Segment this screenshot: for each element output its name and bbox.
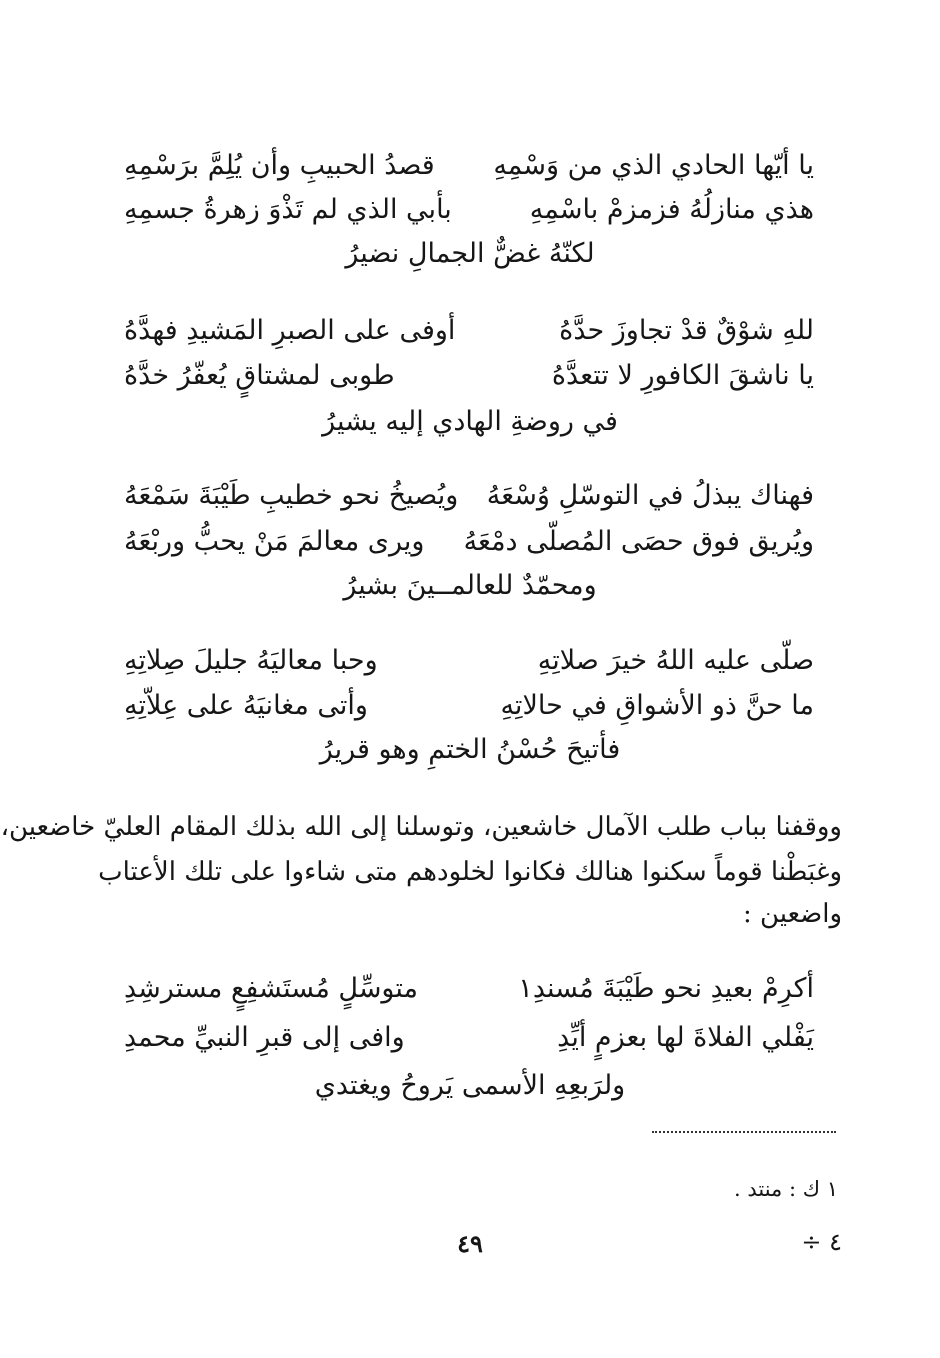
first-hemistich: هذي منازلُهُ فزمزمْ باسْمِهِ: [529, 194, 814, 225]
prose-line: واضعين :: [742, 899, 842, 929]
refrain-line: [0, 234, 940, 274]
refrain-line: [0, 566, 940, 606]
verse-line: [124, 641, 814, 681]
second-hemistich: وافى إلى قبرِ النبيِّ محمدِ: [124, 1022, 405, 1053]
second-hemistich: بأبي الذي لم تَذْوَ زهرةُ جسمِهِ: [124, 194, 452, 225]
first-hemistich: صلّى عليه اللهُ خيرَ صلاتِهِ: [537, 645, 814, 676]
refrain-line: [0, 730, 940, 770]
verse-line: [124, 969, 814, 1009]
second-hemistich: قصدُ الحبيبِ وأن يُلِمَّ برَسْمِهِ: [124, 150, 435, 181]
refrain-line: [0, 402, 940, 442]
verse-line: [124, 190, 814, 230]
verse-line: [124, 146, 814, 186]
first-hemistich: أكرِمْ بعيدِ نحو طَيْبَةَ مُسندِ١: [518, 973, 814, 1004]
first-hemistich: ويُريق فوق حصَى المُصلّى دمْعَهُ: [463, 526, 814, 557]
verse-line: [124, 311, 814, 351]
first-hemistich: يا أيّها الحادي الذي من وَسْمِهِ: [493, 150, 814, 181]
second-hemistich: وأتى مغانيَهُ على عِلاّتِهِ: [124, 690, 368, 721]
prose-line: وغبَطْنا قوماً سكنوا هنالك فكانوا لخلودهم متى شاءوا على تلك الأعتاب: [98, 857, 842, 887]
prose-line: ووقفنا بباب طلب الآمال خاشعين، وتوسلنا إلى الله بذلك المقام العليّ خاضعين،: [0, 812, 842, 842]
second-hemistich: أوفى على الصبرِ المَشيدِ فهدَّهُ: [124, 315, 456, 346]
first-hemistich: ما حنَّ ذو الأشواقِ في حالاتِهِ: [500, 690, 814, 721]
refrain-text: ومحمّدٌ للعالمــينَ بشيرُ: [343, 570, 597, 601]
verse-line: [124, 356, 814, 396]
refrain-text: في روضةِ الهادي إليه يشيرُ: [322, 406, 618, 437]
verse-line: [124, 522, 814, 562]
first-hemistich: للهِ شوْقٌ قدْ تجاوزَ حدَّهُ: [559, 315, 814, 346]
second-hemistich: ويُصيخُ نحو خطيبِ طَيْبَةَ سَمْعَهُ: [124, 480, 459, 511]
first-hemistich: يَفْلي الفلاةَ لها بعزمٍ أيِّدِ: [557, 1022, 814, 1053]
footnote: ١ ك : منتد .: [734, 1177, 838, 1201]
verse-line: [124, 476, 814, 516]
first-hemistich: فهناك يبذلُ في التوسّلِ وُسْعَهُ: [486, 480, 814, 511]
verse-line: [124, 686, 814, 726]
verse-line: [124, 1018, 814, 1058]
refrain-text: فأتيحَ حُسْنُ الختمِ وهو قريرُ: [319, 734, 621, 765]
refrain-line: [0, 1066, 940, 1106]
refrain-text: ولرَبعِهِ الأسمى يَروحُ ويغتدي: [314, 1070, 626, 1101]
printer-signature: ٤ ÷: [801, 1228, 842, 1256]
second-hemistich: متوسِّلٍ مُستَشفِعٍ مسترشِدِ: [124, 973, 418, 1004]
footnote-separator: [652, 1131, 836, 1133]
first-hemistich: يا ناشقَ الكافورِ لا تتعدَّهُ: [551, 360, 814, 391]
refrain-text: لكنّهُ غضٌّ الجمالِ نضيرُ: [345, 238, 595, 269]
second-hemistich: وحبا معاليَهُ جليلَ صِلاتِهِ: [124, 645, 378, 676]
second-hemistich: طوبى لمشتاقٍ يُعفّرُ خدَّهُ: [124, 360, 395, 391]
page-number: ٤٩: [457, 1229, 483, 1258]
second-hemistich: ويرى معالمَ مَنْ يحبُّ وربْعَهُ: [124, 526, 425, 557]
